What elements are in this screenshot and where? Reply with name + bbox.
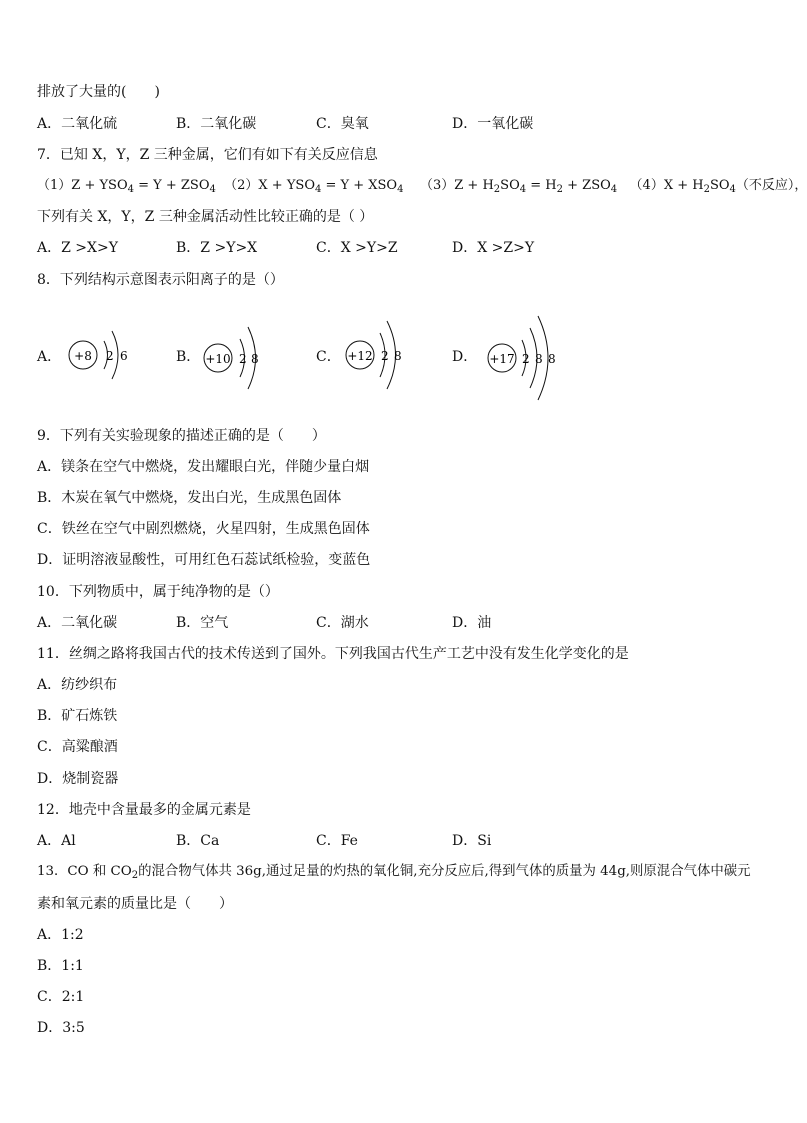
r3-sub1: 2 bbox=[493, 184, 501, 195]
q8-option-b-label[interactable]: B． bbox=[176, 349, 201, 365]
r1-mid: = Y + ZSO bbox=[134, 178, 210, 193]
q12-option-a[interactable]: A．Al bbox=[37, 833, 76, 849]
q10-option-c[interactable]: C．湖水 bbox=[316, 615, 369, 631]
shell-electrons-1: 2 bbox=[239, 352, 247, 366]
q11-stem: 11．丝绸之路将我国古代的技术传送到了国外。下列我国古代生产工艺中没有发生化学变化的是 bbox=[37, 646, 629, 662]
q8-stem: 8．下列结构示意图表示阳离子的是（） bbox=[37, 272, 284, 288]
q7-option-d[interactable]: D．X >Z>Y bbox=[452, 240, 535, 256]
r2-mid: = Y + XSO bbox=[321, 178, 398, 193]
q12-option-b[interactable]: B．Ca bbox=[176, 833, 220, 849]
nucleus-charge: +8 bbox=[74, 349, 92, 363]
q13-stem-line2: 素和氧元素的质量比是（ ） bbox=[37, 896, 233, 912]
q13-stem-a: 13．CO 和 CO bbox=[37, 864, 132, 879]
shell-electrons-2: 8 bbox=[535, 352, 543, 366]
q7-stem: 7．已知 X，Y，Z 三种金属，它们有如下有关反应信息 bbox=[37, 147, 378, 163]
shell-electrons-1: 2 bbox=[106, 349, 114, 363]
q10-option-b[interactable]: B．空气 bbox=[176, 615, 229, 631]
nucleus-charge: +10 bbox=[205, 352, 231, 366]
r1-eq: Z + YSO bbox=[71, 178, 128, 193]
q7-option-a[interactable]: A．Z >X>Y bbox=[37, 240, 118, 256]
q12-option-d[interactable]: D．Si bbox=[452, 833, 492, 849]
shell-electrons-1: 2 bbox=[381, 349, 389, 363]
q11-option-d[interactable]: D．烧制瓷器 bbox=[37, 771, 119, 787]
r3-eq: Z + H bbox=[454, 178, 494, 193]
nucleus-charge: +17 bbox=[489, 352, 515, 366]
q9-option-d[interactable]: D．证明溶液显酸性，可用红色石蕊试纸检验，变蓝色 bbox=[37, 552, 371, 568]
q13-option-a[interactable]: A．1:2 bbox=[37, 927, 84, 943]
r2-sub1: 4 bbox=[314, 184, 322, 195]
r4-c: （不反应）， bbox=[735, 178, 807, 193]
r4-eq: X + H bbox=[663, 178, 704, 193]
r2-label: （2） bbox=[224, 178, 259, 193]
q8-diagram-a[interactable] bbox=[66, 317, 146, 397]
q13-option-b[interactable]: B．1:1 bbox=[37, 958, 84, 974]
r4-label: （4） bbox=[629, 178, 664, 193]
q8-option-a-label[interactable]: A． bbox=[37, 349, 62, 365]
q8-option-c-label[interactable]: C． bbox=[316, 349, 341, 365]
q11-option-a[interactable]: A．纺纱织布 bbox=[37, 677, 118, 693]
q13-stem-b: 的混合物气体共 36g,通过足量的灼热的氧化铜,充分反应后,得到气体的质量为 44g,则原混合气体中碳元 bbox=[138, 864, 751, 879]
q8-diagram-d[interactable] bbox=[484, 310, 574, 405]
r1-sub2: 4 bbox=[209, 184, 216, 195]
q7-reactions bbox=[37, 177, 807, 195]
q7-question: 下列有关 X，Y，Z 三种金属活动性比较正确的是（ ） bbox=[37, 209, 374, 225]
q10-option-a[interactable]: A．二氧化碳 bbox=[37, 615, 118, 631]
q11-option-b[interactable]: B．矿石炼铁 bbox=[37, 708, 118, 724]
r2-eq: X + YSO bbox=[258, 178, 315, 193]
q9-stem: 9．下列有关实验现象的描述正确的是（ ） bbox=[37, 428, 326, 444]
q9-option-c[interactable]: C．铁丝在空气中剧烈燃烧，火星四射，生成黑色固体 bbox=[37, 521, 370, 537]
r3-sub4: 4 bbox=[610, 184, 618, 195]
atom-structure-a bbox=[66, 317, 146, 397]
q13-stem-sub: 2 bbox=[131, 870, 139, 881]
q6-option-c[interactable]: C．臭氧 bbox=[316, 116, 369, 132]
shell-electrons-2: 8 bbox=[394, 349, 402, 363]
q12-stem: 12．地壳中含量最多的金属元素是 bbox=[37, 802, 251, 818]
r4-b: SO bbox=[709, 178, 730, 193]
nucleus-charge: +12 bbox=[347, 349, 373, 363]
q10-option-d[interactable]: D．油 bbox=[452, 615, 492, 631]
r3-label: （3） bbox=[419, 178, 455, 193]
r2-sub2: 4 bbox=[397, 184, 404, 195]
q12-option-c[interactable]: C．Fe bbox=[316, 833, 358, 849]
intro-text: 排放了大量的( ) bbox=[37, 84, 160, 100]
r3-sub2: 4 bbox=[519, 184, 527, 195]
shell-electrons-2: 8 bbox=[251, 352, 259, 366]
r3-d: + ZSO bbox=[563, 178, 611, 193]
shell-electrons-1: 2 bbox=[522, 352, 530, 366]
r4-sub1: 2 bbox=[703, 184, 710, 195]
q13-stem bbox=[37, 863, 751, 881]
q13-option-d[interactable]: D．3:5 bbox=[37, 1020, 85, 1036]
r4-sub2: 4 bbox=[729, 184, 736, 195]
q13-option-c[interactable]: C．2:1 bbox=[37, 989, 85, 1005]
atom-structure-c bbox=[342, 313, 422, 393]
q11-option-c[interactable]: C．高粱酿酒 bbox=[37, 739, 118, 755]
q6-option-d[interactable]: D．一氧化碳 bbox=[452, 116, 534, 132]
q9-option-b[interactable]: B．木炭在氧气中燃烧，发出白光，生成黑色固体 bbox=[37, 490, 342, 506]
q7-option-c[interactable]: C．X >Y>Z bbox=[316, 240, 398, 256]
q8-option-d-label[interactable]: D． bbox=[452, 349, 478, 365]
r1-sub1: 4 bbox=[127, 184, 134, 195]
q9-option-a[interactable]: A．镁条在空气中燃烧，发出耀眼白光，伴随少量白烟 bbox=[37, 459, 370, 475]
r3-b: SO bbox=[500, 178, 520, 193]
q7-option-b[interactable]: B．Z >Y>X bbox=[176, 240, 258, 256]
atom-structure-d bbox=[484, 310, 574, 405]
q8-diagram-c[interactable] bbox=[342, 313, 422, 393]
q6-option-a[interactable]: A．二氧化硫 bbox=[37, 116, 118, 132]
q10-stem: 10．下列物质中，属于纯净物的是（） bbox=[37, 584, 279, 600]
q8-diagram-b[interactable] bbox=[200, 317, 280, 397]
shell-electrons-2: 6 bbox=[120, 349, 128, 363]
atom-structure-b bbox=[200, 317, 280, 397]
shell-electrons-3: 8 bbox=[548, 352, 556, 366]
r3-sub3: 2 bbox=[556, 184, 563, 195]
r3-c: = H bbox=[526, 178, 557, 193]
q6-option-b[interactable]: B．二氧化碳 bbox=[176, 116, 257, 132]
r1-label: （1） bbox=[37, 178, 72, 193]
